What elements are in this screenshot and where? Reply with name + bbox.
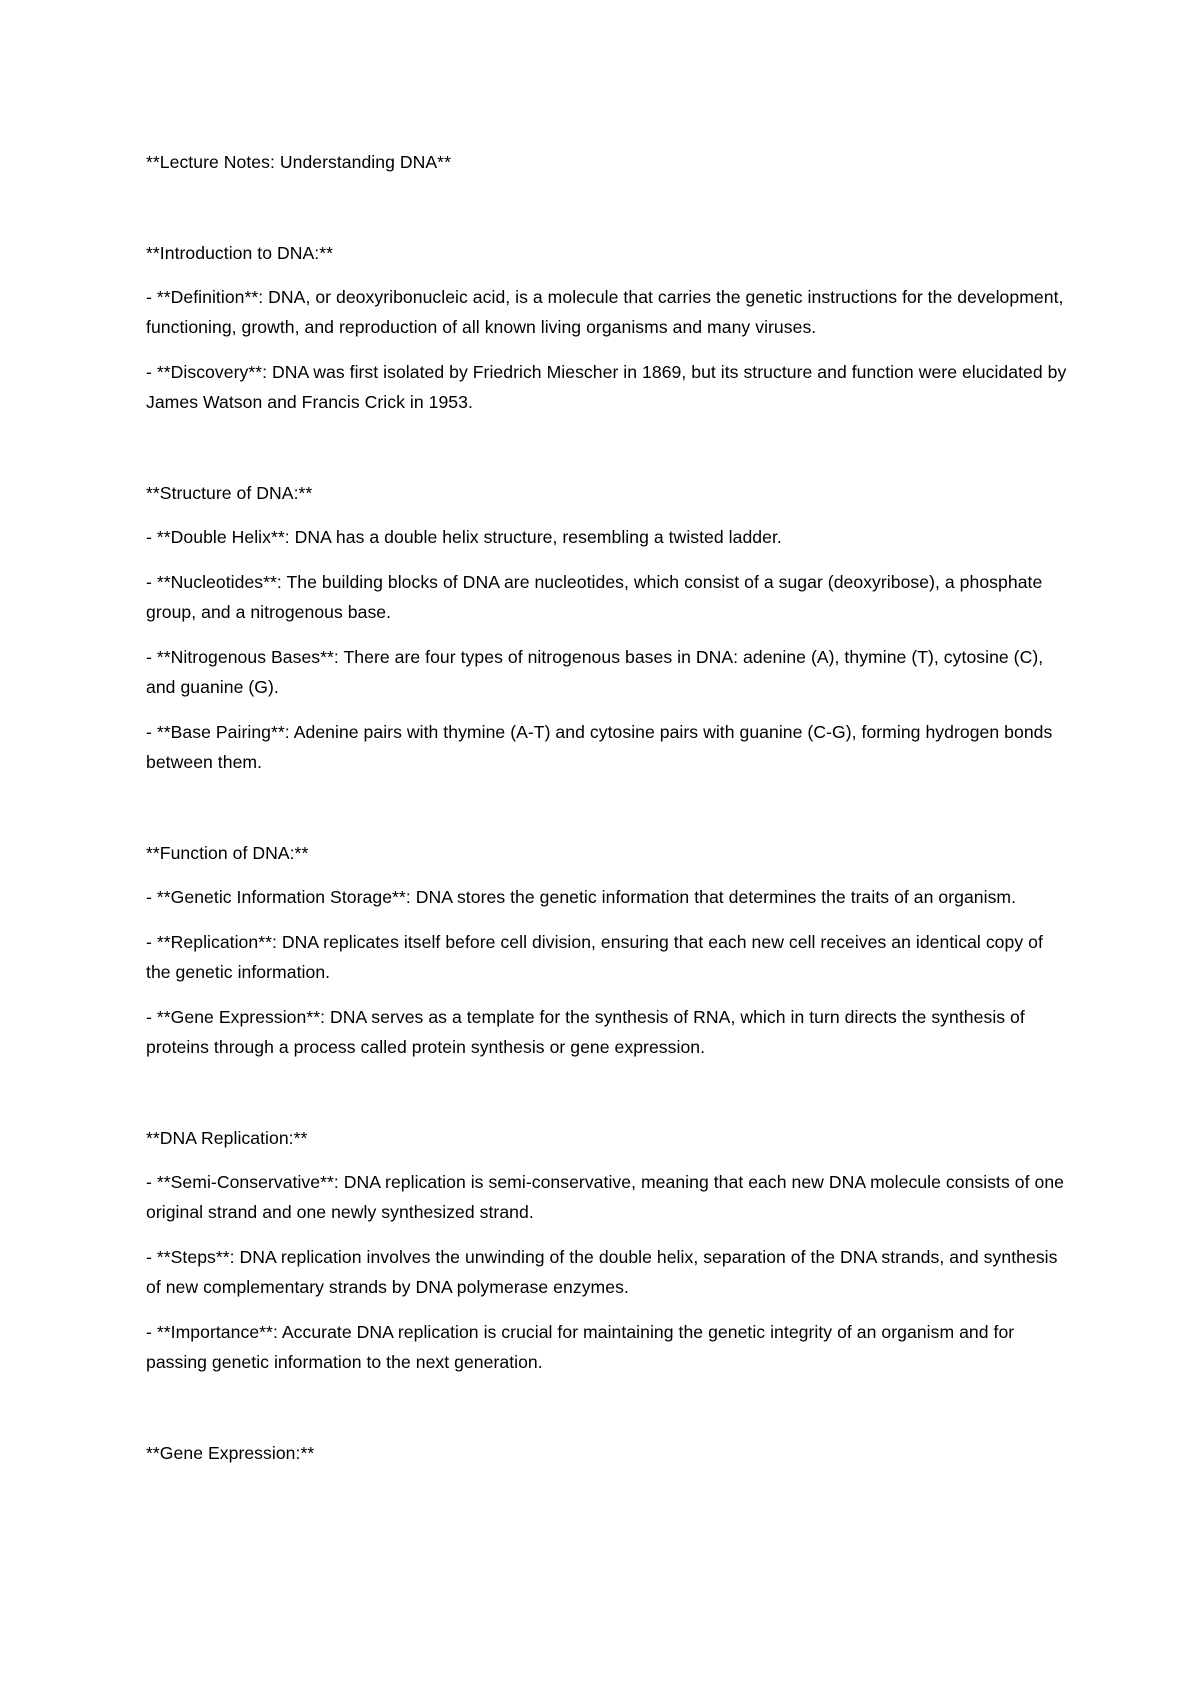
document-body [146, 147, 1071, 1482]
list-item: - **Replication**: DNA replicates itself before cell division, ensuring that each new cell receives an identical copy of the genetic information. [146, 932, 1043, 982]
section-heading: **Structure of DNA:** [146, 483, 313, 503]
spacer [146, 1392, 1071, 1438]
document-title: **Lecture Notes: Understanding DNA** [146, 152, 451, 172]
section-heading: **DNA Replication:** [146, 1128, 308, 1148]
list-item: - **Gene Expression**: DNA serves as a template for the synthesis of RNA, which in turn directs the synthesis of proteins through a process called protein synthesis or gene expression. [146, 1007, 1025, 1057]
list-item: - **Semi-Conservative**: DNA replication is semi-conservative, meaning that each new DNA molecule consists of one original strand and one newly synthesized strand. [146, 1172, 1064, 1222]
list-item: - **Nitrogenous Bases**: There are four types of nitrogenous bases in DNA: adenine (A), thymine (T), cytosine (C), and guanine (G). [146, 647, 1044, 697]
list-item: - **Importance**: Accurate DNA replication is crucial for maintaining the genetic integrity of an organism and for passing genetic information to the next generation. [146, 1322, 1015, 1372]
section-gene-expression [146, 1438, 1071, 1468]
list-item: - **Genetic Information Storage**: DNA stores the genetic information that determines the traits of an organism. [146, 887, 1017, 907]
list-item: - **Discovery**: DNA was first isolated by Friedrich Miescher in 1869, but its structure and function were elucidated by James Watson and Francis Crick in 1953. [146, 362, 1067, 412]
spacer [146, 792, 1071, 838]
spacer [146, 432, 1071, 478]
section-heading: **Gene Expression:** [146, 1443, 315, 1463]
list-item: - **Double Helix**: DNA has a double helix structure, resembling a twisted ladder. [146, 527, 782, 547]
spacer [146, 1077, 1071, 1123]
list-item: - **Definition**: DNA, or deoxyribonucleic acid, is a molecule that carries the genetic instructions for the development, functioning, growth, and reproduction of all known living organisms and many viruses. [146, 287, 1064, 337]
section-introduction [146, 238, 1071, 417]
list-item: - **Base Pairing**: Adenine pairs with thymine (A-T) and cytosine pairs with guanine (C-G), forming hydrogen bonds between them. [146, 722, 1053, 772]
section-heading: **Introduction to DNA:** [146, 243, 334, 263]
list-item: - **Nucleotides**: The building blocks of DNA are nucleotides, which consist of a sugar (deoxyribose), a phosphate group, and a nitrogenous base. [146, 572, 1043, 622]
list-item: - **Steps**: DNA replication involves the unwinding of the double helix, separation of the DNA strands, and synthesis of new complementary strands by DNA polymerase enzymes. [146, 1247, 1058, 1297]
section-heading: **Function of DNA:** [146, 843, 309, 863]
section-replication [146, 1123, 1071, 1377]
spacer [146, 177, 1071, 238]
section-function [146, 838, 1071, 1062]
section-structure [146, 478, 1071, 777]
